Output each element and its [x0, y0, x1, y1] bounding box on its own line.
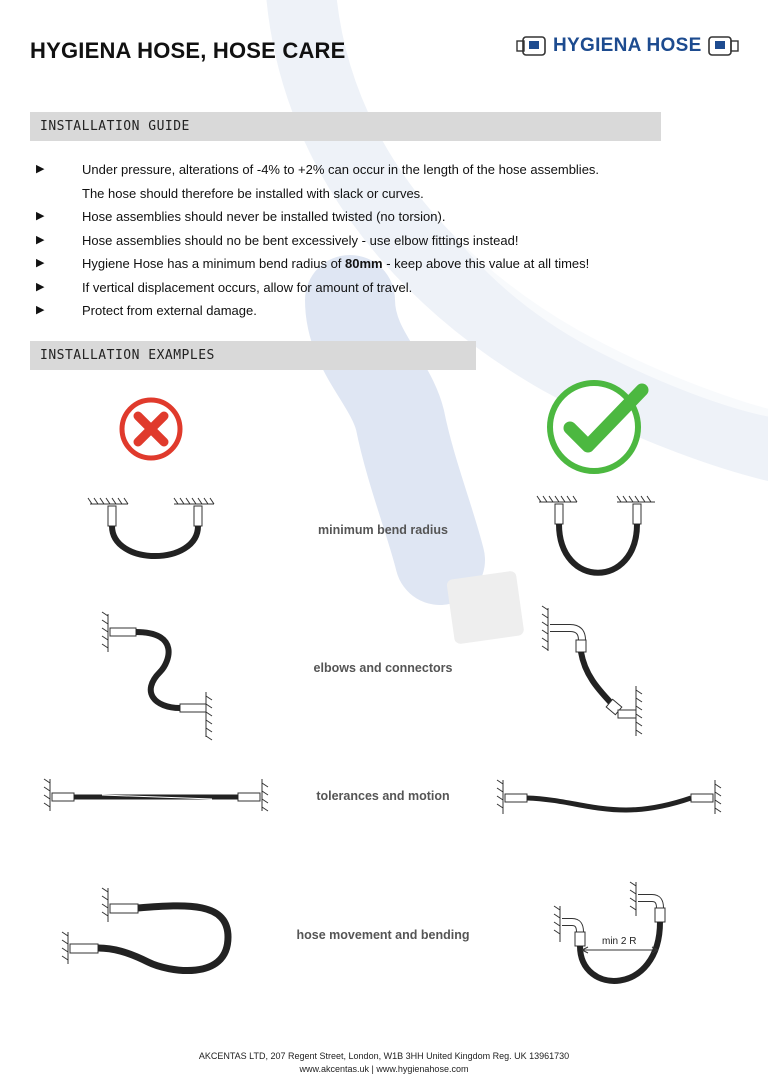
bullet-icon: ▶: [36, 210, 45, 222]
hose-fitting-icon: [517, 31, 551, 61]
wrong-tolerances-diagram: [42, 777, 270, 815]
list-item: ▶ If vertical displacement occurs, allow for amount of travel.: [36, 276, 656, 300]
bullet-icon: ▶: [36, 233, 45, 246]
example-label-min-bend: minimum bend radius: [318, 523, 448, 537]
bullet-icon: ▶: [36, 163, 45, 175]
bullet-icon: ▶: [36, 280, 45, 293]
footer-links: www.akcentas.uk | www.hygienahose.com: [299, 1064, 469, 1074]
installation-examples-heading: INSTALLATION EXAMPLES: [30, 341, 476, 370]
right-min-bend-diagram: [537, 494, 657, 579]
min-radius-annotation: min 2 R: [602, 936, 637, 947]
wrong-movement-diagram: [58, 882, 243, 987]
right-movement-diagram: [552, 878, 677, 993]
list-item: ▶ Hose assemblies should never be installed twisted (no torsion).: [36, 205, 656, 229]
bend-radius-value: 80mm: [345, 256, 383, 271]
wrong-min-bend-diagram: [88, 496, 218, 571]
footer-address: AKCENTAS LTD, 207 Regent Street, London, W1B 3HH United Kingdom Reg. UK 13961730: [198, 1051, 570, 1061]
footer: [0, 1050, 768, 1076]
installation-guide-heading: INSTALLATION GUIDE: [30, 112, 661, 141]
example-label-tolerances: tolerances and motion: [316, 789, 450, 803]
installation-guide-list: [36, 158, 656, 323]
hose-fitting-icon-right: [705, 31, 739, 61]
bullet-icon: ▶: [36, 304, 45, 316]
list-item: ▶ Hose assemblies should no be bent excessively - use elbow fittings instead!: [36, 229, 656, 253]
wrong-elbows-diagram: [100, 612, 215, 742]
example-label-elbows: elbows and connectors: [313, 661, 453, 675]
brand-logo: [517, 30, 739, 62]
check-icon: [546, 374, 648, 476]
list-item-continuation: The hose should therefore be installed with slack or curves.: [82, 185, 424, 201]
logo-text: HYGIENA HOSE: [553, 35, 702, 56]
right-tolerances-diagram: [495, 778, 723, 823]
example-label-movement: hose movement and bending: [296, 928, 470, 942]
cross-icon: [118, 396, 184, 462]
bullet-icon: ▶: [36, 257, 45, 269]
list-item: ▶ Hygiene Hose has a minimum bend radius of 80mm - keep above this value at all times!: [36, 252, 656, 276]
right-elbows-diagram: [540, 606, 645, 741]
list-item: ▶ Protect from external damage.: [36, 299, 656, 323]
page-title: HYGIENA HOSE, HOSE CARE: [30, 38, 346, 63]
list-item: ▶ Under pressure, alterations of -4% to +2% can occur in the length of the hose assemblies.: [36, 158, 656, 182]
